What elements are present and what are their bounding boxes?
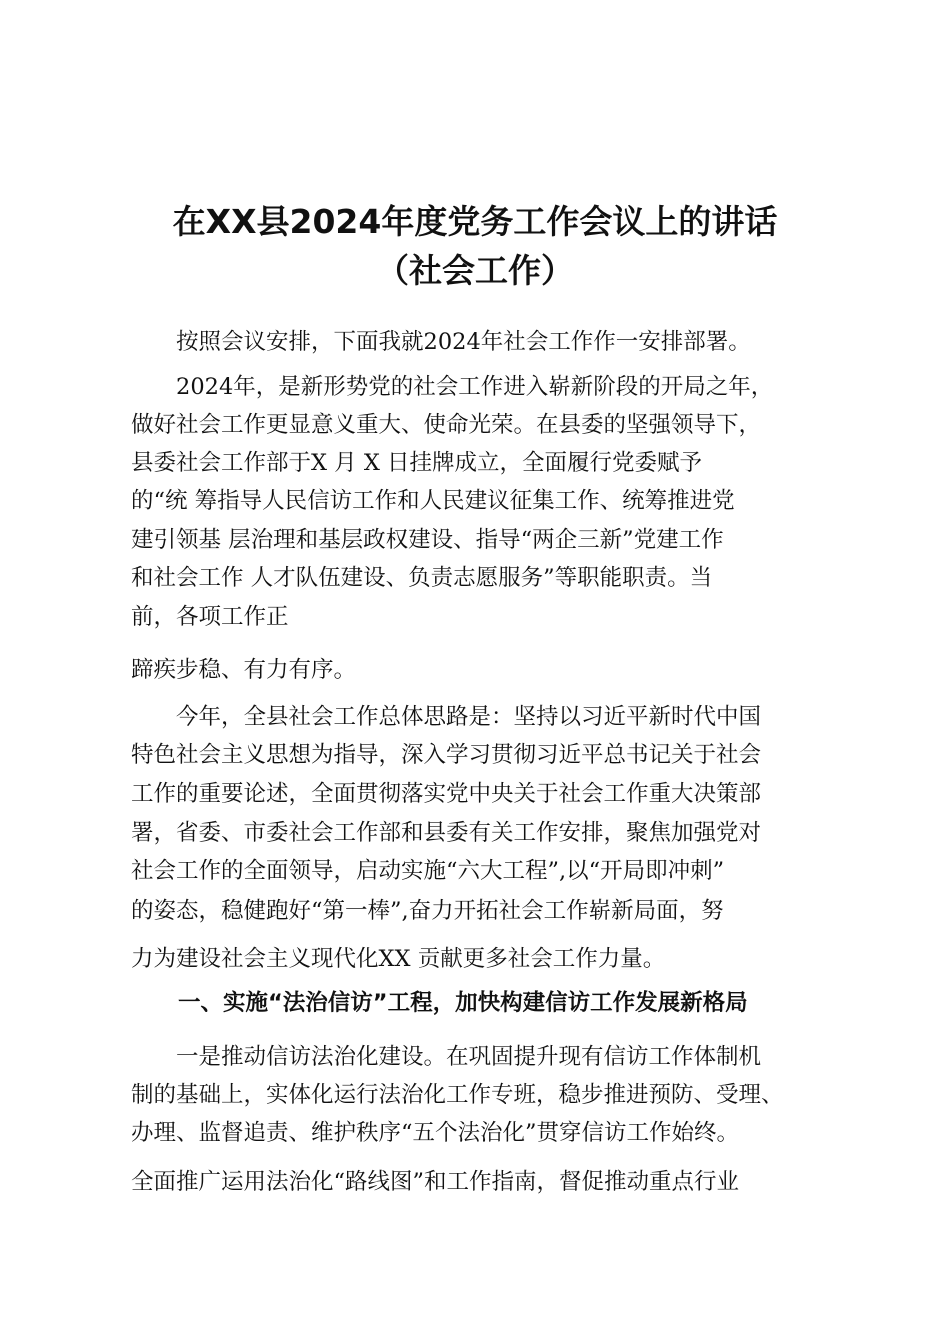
paragraph-line: 前，各项工作正 bbox=[131, 604, 289, 630]
paragraph-line: 一是推动信访法治化建设。在巩固提升现有信访工作体制机 bbox=[131, 1044, 762, 1070]
paragraph-line: 按照会议安排，下面我就2024年社会工作作一安排部署。 bbox=[131, 329, 751, 355]
paragraph-line: 建引领基 层治理和基层政权建设、指导“两企三新”党建工作 bbox=[131, 527, 724, 553]
paragraph-line: 特色社会主义思想为指导，深入学习贯彻习近平总书记关于社会 bbox=[131, 742, 762, 768]
paragraph-line: 2024年，是新形势党的社会工作进入崭新阶段的开局之年， bbox=[131, 374, 774, 400]
paragraph-line: 的姿态，稳健跑好“第一棒”,奋力开拓社会工作崭新局面，努 bbox=[131, 898, 724, 924]
paragraph-line: 社会工作的全面领导，启动实施“六大工程”,以“开局即冲刺” bbox=[131, 858, 725, 884]
document-title: 在XX县2024年度党务工作会议上的讲话 bbox=[172, 202, 778, 241]
paragraph-line: 县委社会工作部于X 月 X 日挂牌成立，全面履行党委赋予 bbox=[131, 450, 702, 476]
paragraph-line: 的“统 筹指导人民信访工作和人民建议征集工作、统筹推进党 bbox=[131, 488, 735, 514]
paragraph-line: 做好社会工作更显意义重大、使命光荣。在县委的坚强领导下， bbox=[131, 412, 762, 438]
paragraph-line: 全面推广运用法治化“路线图”和工作指南，督促推动重点行业 bbox=[131, 1169, 740, 1195]
paragraph-line: 今年，全县社会工作总体思路是：坚持以习近平新时代中国 bbox=[131, 704, 762, 730]
paragraph-line: 力为建设社会主义现代化XX 贡献更多社会工作力量。 bbox=[131, 946, 666, 972]
document-subtitle: （社会工作） bbox=[376, 251, 574, 290]
paragraph-line: 蹄疾步稳、有力有序。 bbox=[131, 657, 357, 683]
paragraph-line: 工作的重要论述，全面贯彻落实党中央关于社会工作重大决策部 bbox=[131, 781, 762, 807]
paragraph-line: 办理、监督追责、维护秩序“五个法治化”贯穿信访工作始终。 bbox=[131, 1120, 740, 1146]
paragraph-line: 署，省委、市委社会工作部和县委有关工作安排，聚焦加强党对 bbox=[131, 820, 762, 846]
section-heading: 一、实施“法治信访”工程，加快构建信访工作发展新格局 bbox=[178, 990, 748, 1016]
paragraph-line: 制的基础上，实体化运行法治化工作专班，稳步推进预防、受理、 bbox=[131, 1082, 784, 1108]
paragraph-line: 和社会工作 人才队伍建设、负责志愿服务”等职能职责。当 bbox=[131, 565, 713, 591]
